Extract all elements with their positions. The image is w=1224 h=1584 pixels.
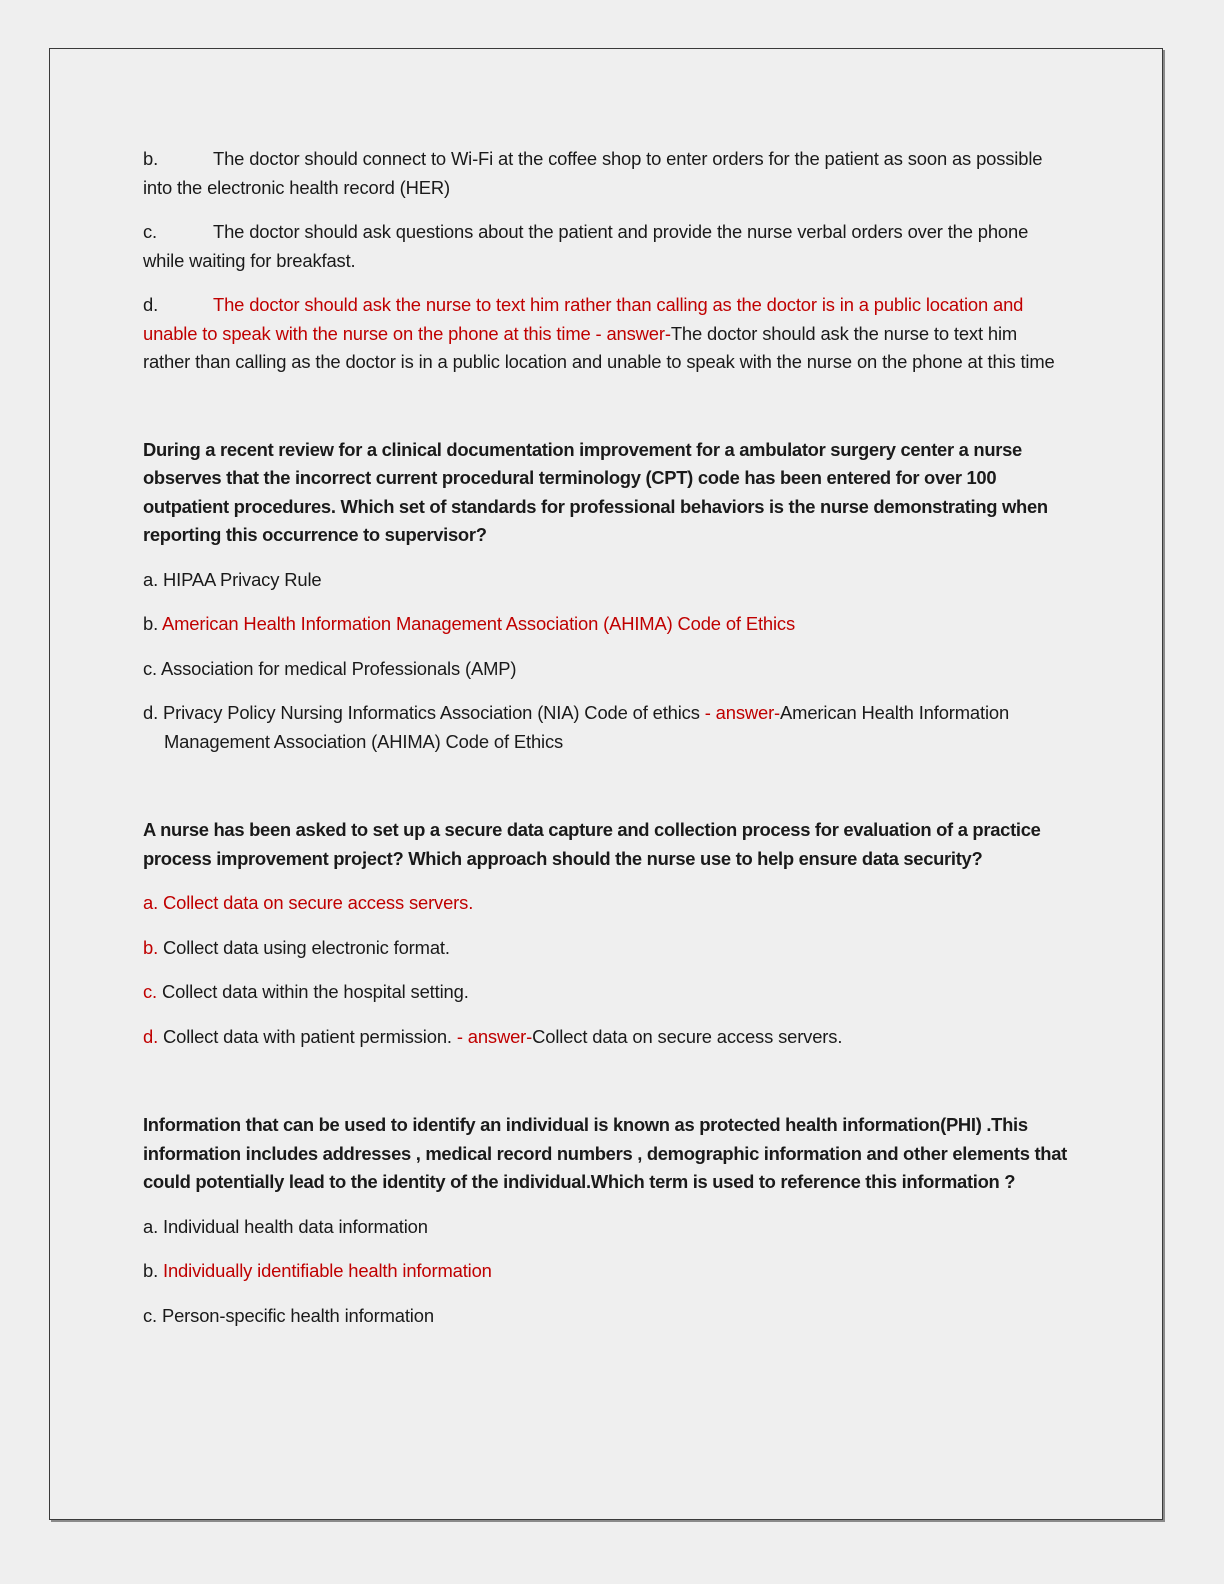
option-text: HIPAA Privacy Rule [163, 568, 322, 590]
option-c [143, 655, 1068, 684]
option-text: Association for medical Professionals (AMP) [160, 657, 517, 679]
question-text: Information that can be used to identify an individual is known as protected health information(PHI) .This information includes addresses , medical record numbers , demographic information and other elements that could potentially lead to the identity of the individual.Which term is used to reference this information ? [143, 1114, 1067, 1192]
option-text: Person-specific health information [161, 1304, 434, 1326]
option-c [143, 1302, 1068, 1331]
answer-marker: - answer- [699, 702, 781, 723]
option-b [143, 1257, 1068, 1286]
answer-text: Collect data on secure access servers. [532, 1025, 843, 1047]
option-text-correct: The doctor should ask the nurse to text him rather than calling as the doctor is in a public location and unable to speak with the nurse on the phone at this time [143, 294, 1024, 344]
option-a [143, 889, 1068, 918]
option-label: d. [143, 294, 159, 315]
option-a [143, 1213, 1068, 1242]
option-label: c. [143, 1304, 158, 1326]
option-text: The doctor should ask questions about the patient and provide the nurse verbal orders over the phone while waiting for breakfast. [143, 221, 1029, 271]
option-label: b. [143, 148, 159, 169]
question-text: A nurse has been asked to set up a secure data capture and collection process for evaluation of a practice process improvement project? Which approach should the nurse use to help ensure data security? [143, 819, 1041, 869]
option-text-correct: Individually identifiable health information [163, 1260, 492, 1281]
option-label: b. [143, 936, 159, 958]
option-label: c. [143, 221, 158, 242]
option-label: a. [143, 892, 159, 913]
option-a [143, 566, 1068, 595]
option-label: c. [143, 981, 158, 1002]
answer-marker: - answer- [451, 1025, 533, 1047]
option-label: a. [143, 1215, 159, 1237]
option-d [143, 1023, 1068, 1052]
document-body [143, 145, 1068, 1346]
option-label: d. [143, 1025, 159, 1047]
option-text: Collect data with patient permission. [163, 1025, 452, 1047]
option-label: c. [143, 657, 158, 679]
option-label: b. [143, 613, 159, 634]
option-text: Collect data using electronic format. [163, 936, 450, 958]
option-c [143, 218, 1068, 275]
option-d [143, 699, 1068, 756]
option-text-correct: Collect data on secure access servers. [163, 892, 474, 913]
option-label: d. [143, 702, 159, 723]
option-label: a. [143, 568, 159, 590]
option-b [143, 934, 1068, 963]
option-b [143, 145, 1068, 202]
option-text: Collect data within the hospital setting. [161, 981, 469, 1002]
option-text: Privacy Policy Nursing Informatics Association (NIA) Code of ethics [163, 702, 700, 723]
option-d [143, 291, 1068, 377]
option-text-correct: American Health Information Management Association (AHIMA) Code of Ethics [162, 613, 796, 634]
answer-marker: - answer- [590, 322, 671, 344]
option-text: The doctor should connect to Wi-Fi at the coffee shop to enter orders for the patient as soon as possible into the electronic health record (HER) [143, 148, 1043, 198]
question-text: During a recent review for a clinical documentation improvement for a ambulator surgery center a nurse observes that the incorrect current procedural terminology (CPT) code has been entered for over 100 outpatient procedures. Which set of standards for professional behaviors is the nurse demonstrating when reporting this occurrence to supervisor? [143, 438, 1048, 545]
option-text: Individual health data information [163, 1215, 428, 1237]
answer-text: American Health Information Management Association (AHIMA) Code of Ethics [164, 702, 1010, 752]
answer-text: The doctor should ask the nurse to text him rather than calling as the doctor is in a public location and unable to speak with the nurse on the phone at this time [143, 322, 1055, 372]
option-b [143, 610, 1068, 639]
option-c [143, 978, 1068, 1007]
option-label: b. [143, 1260, 159, 1281]
